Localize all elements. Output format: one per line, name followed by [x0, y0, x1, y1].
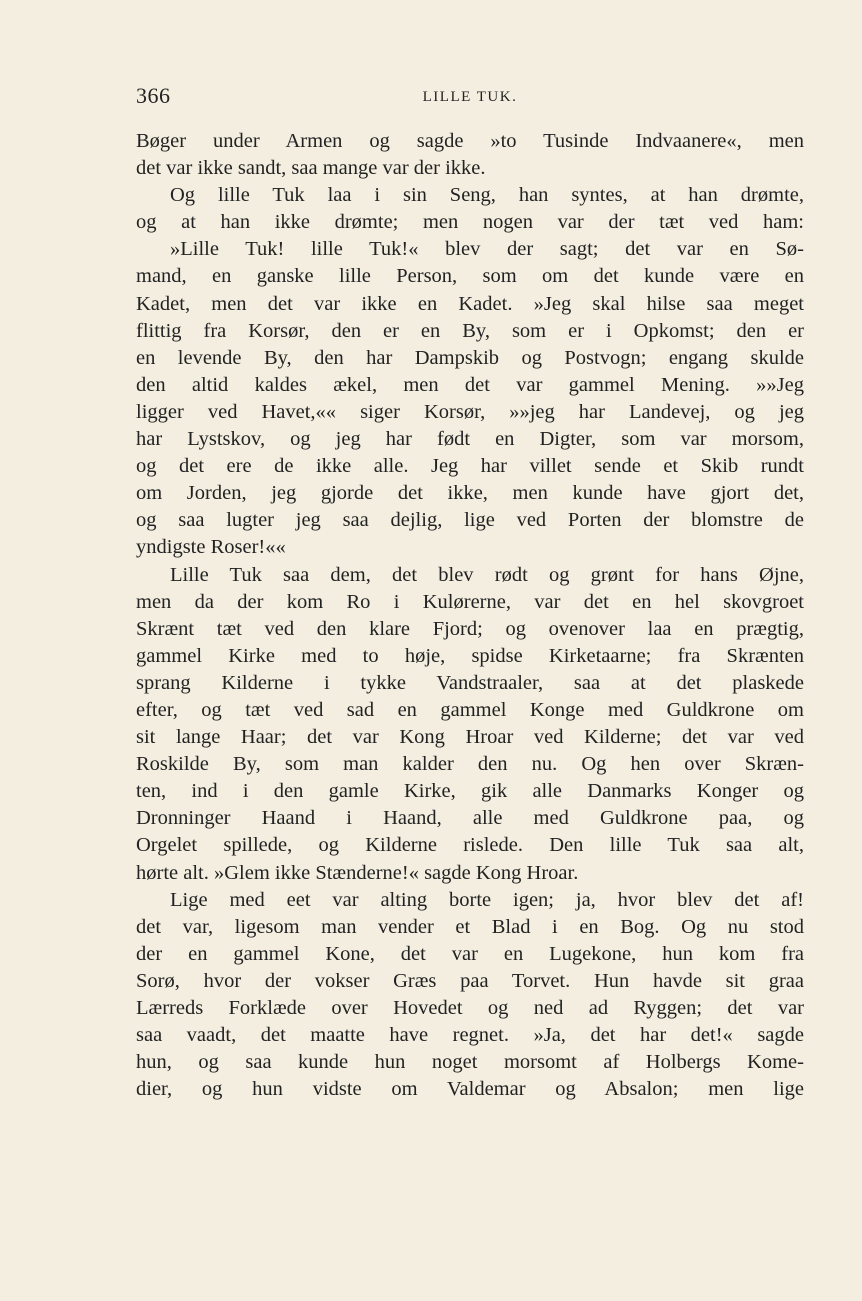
text-line: og at han ikke drømte; men nogen var der tæt ved ham: [136, 211, 804, 234]
text-line: efter, og tæt ved sad en gammel Konge med Guldkrone om [136, 698, 804, 721]
page-number: 366 [136, 83, 171, 108]
text-line: og saa lugter jeg saa dejlig, lige ved Porten der blomstre de [136, 509, 804, 532]
text-line: Og lille Tuk laa i sin Seng, han syntes, at han drømte, [170, 184, 804, 207]
text-line: en levende By, den har Dampskib og Postvogn; engang skulde [136, 346, 804, 369]
text-line: Roskilde By, som man kalder den nu. Og hen over Skræn- [136, 753, 804, 776]
text-line: Sorø, hvor der vokser Græs paa Torvet. Hun havde sit graa [136, 969, 804, 992]
text-line: dier, og hun vidste om Valdemar og Absalon; men lige [136, 1078, 804, 1101]
text-line: men da der kom Ro i Kulørerne, var det en hel skovgroet [136, 590, 804, 613]
text-line: hørte alt. »Glem ikke Stænderne!« sagde Kong Hroar. [136, 861, 579, 884]
page-header [136, 83, 804, 113]
text-line: sit lange Haar; det var Kong Hroar ved Kilderne; det var ved [136, 726, 804, 749]
text-line: den altid kaldes ækel, men det var gammel Mening. »»Jeg [136, 373, 804, 396]
running-title: LILLE TUK. [422, 89, 518, 105]
text-line: Lille Tuk saa dem, det blev rødt og grønt for hans Øjne, [170, 563, 804, 586]
text-line: der en gammel Kone, det var en Lugekone, hun kom fra [136, 942, 804, 965]
text-line: »Lille Tuk! lille Tuk!« blev der sagt; det var en Sø- [170, 238, 804, 261]
text-line: flittig fra Korsør, den er en By, som er i Opkomst; den er [136, 319, 804, 342]
text-line: mand, en ganske lille Person, som om det kunde være en [136, 265, 804, 288]
text-line: Dronninger Haand i Haand, alle med Guldkrone paa, og [136, 807, 804, 830]
text-line: sprang Kilderne i tykke Vandstraaler, saa at det plaskede [136, 671, 804, 694]
text-line: og det ere de ikke alle. Jeg har villet sende et Skib rundt [136, 455, 804, 478]
text-line: det var ikke sandt, saa mange var der ikke. [136, 157, 486, 180]
text-line: gammel Kirke med to høje, spidse Kirketaarne; fra Skrænten [136, 644, 804, 667]
text-line: yndigste Roser!«« [136, 536, 286, 559]
text-line: ligger ved Havet,«« siger Korsør, »»jeg har Landevej, og jeg [136, 400, 804, 423]
text-line: saa vaadt, det maatte have regnet. »Ja, det har det!« sagde [136, 1024, 804, 1047]
text-line: har Lystskov, og jeg har født en Digter, som var morsom, [136, 428, 804, 451]
text-line: det var, ligesom man vender et Blad i en Bog. Og nu stod [136, 915, 804, 938]
text-line: hun, og saa kunde hun noget morsomt af Holbergs Kome- [136, 1051, 804, 1074]
text-line: Kadet, men det var ikke en Kadet. »Jeg skal hilse saa meget [136, 292, 804, 315]
text-line: Bøger under Armen og sagde »to Tusinde Indvaanere«, men [136, 130, 804, 152]
text-line: Orgelet spillede, og Kilderne rislede. Den lille Tuk saa alt, [136, 834, 804, 857]
text-line: Lærreds Forklæde over Hovedet og ned ad Ryggen; det var [136, 997, 804, 1019]
body-text [136, 128, 804, 1103]
text-line: Lige med eet var alting borte igen; ja, hvor blev det af! [170, 888, 804, 911]
text-line: Skrænt tæt ved den klare Fjord; og ovenover laa en prægtig, [136, 617, 804, 640]
text-line: om Jorden, jeg gjorde det ikke, men kunde have gjort det, [136, 482, 804, 505]
text-line: ten, ind i den gamle Kirke, gik alle Danmarks Konger og [136, 780, 804, 803]
